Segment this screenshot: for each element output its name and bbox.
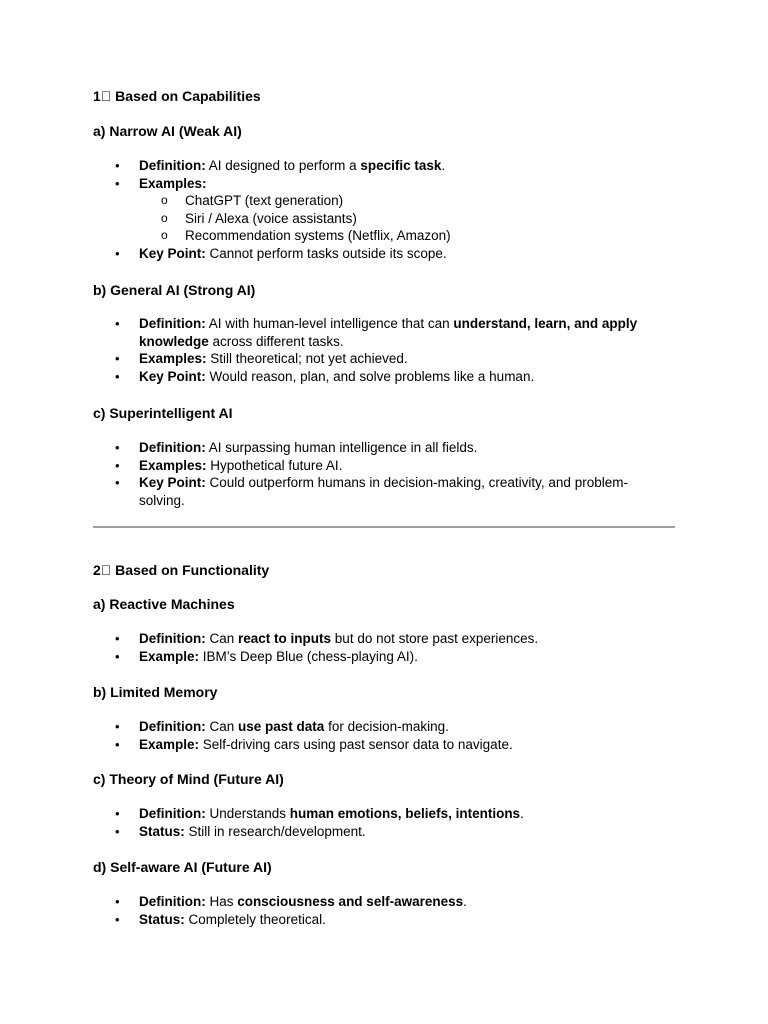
item-text: .	[441, 158, 446, 173]
term-label: Definition:	[139, 440, 206, 455]
subsection-title-reactive-machines: a) Reactive Machines	[93, 596, 235, 612]
term-label: Definition:	[139, 894, 206, 909]
general-ai-list	[0, 315, 768, 385]
reactive-machines-list	[0, 630, 768, 665]
highlight-text: use past data	[238, 719, 325, 734]
item-text: .	[520, 806, 524, 821]
item-text: Would reason, plan, and solve problems like a human.	[205, 368, 535, 384]
list-item-examples	[0, 350, 768, 368]
list-item-examples	[0, 175, 768, 245]
list-item-example	[0, 648, 768, 666]
term-label: Status:	[139, 823, 185, 839]
list-item-key-point	[0, 368, 768, 386]
item-text: Still in research/development.	[184, 823, 366, 839]
item-text: .	[463, 894, 467, 909]
highlight-text: specific task	[360, 158, 442, 173]
subsection-title-general-ai: b) General AI (Strong AI)	[93, 282, 256, 298]
term-label: Definition:	[139, 316, 206, 331]
list-item-definition	[0, 805, 768, 823]
item-text: across different tasks.	[208, 333, 344, 349]
list-item-status	[0, 823, 768, 841]
item-text: AI designed to perform a	[205, 158, 361, 173]
term-label: Examples:	[139, 351, 207, 367]
list-item-definition	[0, 439, 768, 457]
item-text: Still theoretical; not yet achieved.	[206, 351, 408, 367]
self-aware-ai-list	[0, 893, 768, 928]
item-text: Cannot perform tasks outside its scope.	[205, 245, 447, 261]
highlight-text: react to inputs	[238, 631, 332, 646]
item-text: Could outperform humans in decision-making, creativity, and problem-solving.	[139, 475, 628, 508]
theory-of-mind-list	[0, 805, 768, 840]
sublist-item: o Siri / Alexa (voice assistants)	[139, 210, 668, 228]
subsection-title-narrow-ai: a) Narrow AI (Weak AI)	[93, 123, 242, 139]
term-label: Definition:	[139, 158, 206, 173]
examples-sublist	[139, 192, 668, 245]
term-label: Examples:	[139, 175, 207, 191]
item-text: AI surpassing human intelligence in all fields.	[205, 440, 478, 455]
section-title-functionality: 2⃣ Based on Functionality	[93, 562, 270, 578]
sublist-item: o Recommendation systems (Netflix, Amazon)	[139, 227, 668, 245]
item-text: AI with human-level intelligence that can	[205, 316, 454, 331]
list-item-definition	[0, 157, 768, 175]
subsection-title-superintelligent-ai: c) Superintelligent AI	[93, 405, 233, 421]
item-text: Can	[205, 719, 239, 734]
term-label: Key Point:	[139, 475, 206, 491]
sublist-item: o ChatGPT (text generation)	[139, 192, 668, 210]
term-label: Key Point:	[139, 245, 206, 261]
term-label: Status:	[139, 911, 185, 927]
superintelligent-ai-list	[0, 439, 768, 509]
highlight-text: consciousness and self-awareness	[237, 894, 464, 909]
subsection-title-self-aware-ai: d) Self-aware AI (Future AI)	[93, 859, 272, 875]
list-item-example	[0, 736, 768, 754]
item-text: IBM’s Deep Blue (chess-playing AI).	[199, 648, 418, 664]
list-item-status	[0, 911, 768, 929]
list-item-definition	[0, 315, 768, 350]
term-label: Example:	[139, 736, 200, 752]
item-text: Hypothetical future AI.	[206, 457, 343, 473]
term-label: Definition:	[139, 631, 206, 646]
highlight-text: human emotions, beliefs, intentions	[289, 806, 521, 821]
list-item-definition	[0, 630, 768, 648]
item-text: Self-driving cars using past sensor data to navigate.	[199, 736, 513, 752]
limited-memory-list	[0, 718, 768, 753]
narrow-ai-list	[0, 157, 768, 263]
subsection-title-limited-memory: b) Limited Memory	[93, 684, 218, 700]
list-item-definition	[0, 893, 768, 911]
list-item-examples	[0, 457, 768, 475]
term-label: Example:	[139, 648, 200, 664]
item-text: for decision-making.	[324, 719, 449, 734]
term-label: Definition:	[139, 806, 206, 821]
subsection-title-theory-of-mind: c) Theory of Mind (Future AI)	[93, 771, 284, 787]
section-title-capabilities: 1⃣ Based on Capabilities	[93, 88, 261, 104]
item-text: but do not store past experiences.	[331, 631, 539, 646]
list-item-key-point	[0, 245, 768, 263]
item-text: Has	[205, 894, 238, 909]
highlight-text: understand, learn, and apply knowledge	[139, 316, 638, 349]
item-text: Understands	[205, 806, 290, 821]
term-label: Definition:	[139, 719, 206, 734]
item-text: Completely theoretical.	[184, 911, 326, 927]
list-item-definition	[0, 718, 768, 736]
term-label: Key Point:	[139, 368, 206, 384]
term-label: Examples:	[139, 457, 207, 473]
item-text: Can	[205, 631, 239, 646]
list-item-key-point	[0, 474, 768, 509]
horizontal-divider	[93, 526, 675, 528]
